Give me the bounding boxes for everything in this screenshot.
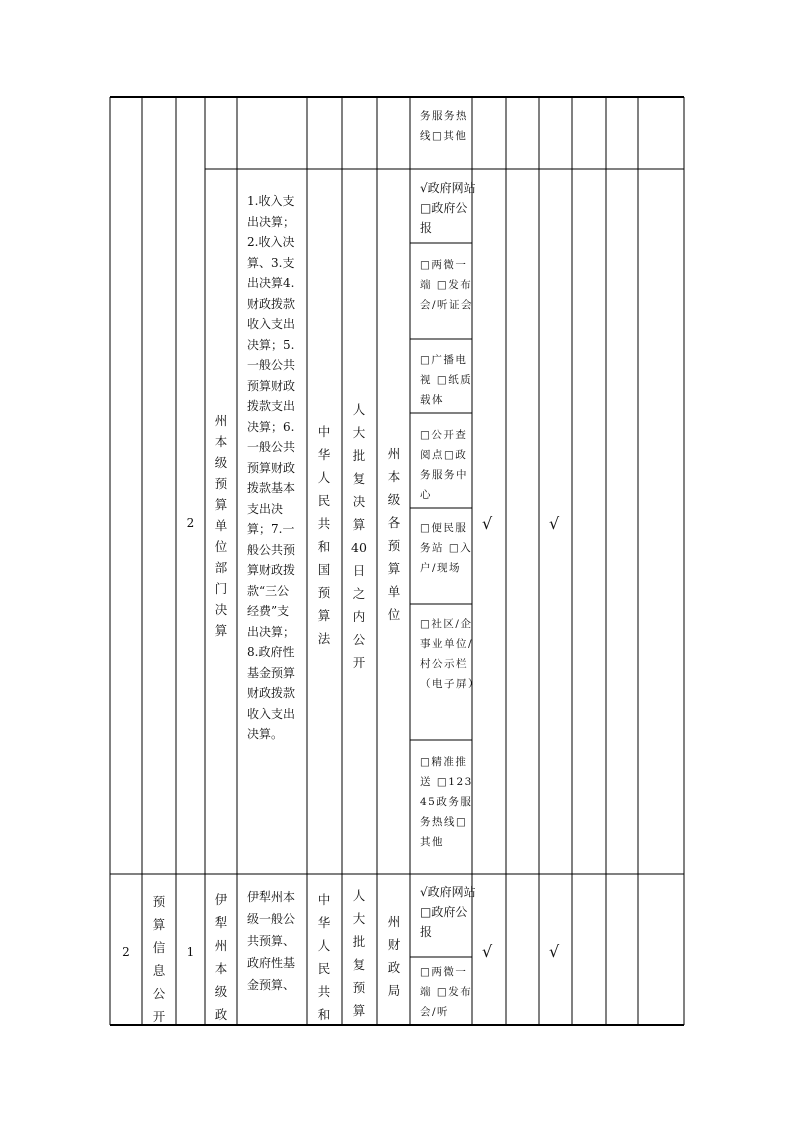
row2-check-a: √ bbox=[482, 942, 493, 961]
row1-basis: 中华人民共和国预算法 bbox=[317, 424, 331, 646]
row1-channel-3: □广播电视 □纸质载体 bbox=[420, 354, 473, 406]
row1-check-a: √ bbox=[482, 514, 493, 533]
row2-number: 2 bbox=[122, 945, 130, 959]
row2-channel-1: √政府网站 □政府公报 bbox=[420, 885, 476, 939]
row1-item: 州本级预算单位部门决算 bbox=[214, 413, 228, 638]
row1-sub-number: 2 bbox=[186, 516, 195, 530]
row2-sub-number: 1 bbox=[186, 945, 195, 959]
row2-basis: 中华人民共和 bbox=[317, 892, 331, 1022]
row2-publish-time: 人大批复预算 bbox=[352, 888, 366, 1018]
row2-category: 预算信息公开 bbox=[152, 894, 166, 1024]
row1-channel-1: √政府网站 □政府公报 bbox=[420, 181, 476, 235]
row1-subject: 州本级各预算单位 bbox=[387, 446, 401, 622]
row2-check-b: √ bbox=[549, 942, 560, 961]
row1-check-b: √ bbox=[549, 514, 560, 533]
row1-publish-time: 人大批复决算40日之内公开 bbox=[351, 402, 367, 670]
row0-channel-tail: 务服务热线□其他 bbox=[420, 110, 468, 142]
row1-channel-7: □精准推送 □12345政务服务热线□其他 bbox=[420, 756, 473, 848]
row1-content: 1.收入支出决算；2.收入决算、3.支出决算4.财政拨款收入支出决算；5.一般公共预算财政拨款支出决算；6.一般公共预算财政拨款基本支出决算；7.一般公共预算财政拨款“三公经费”支出决算；8.政府性基金预算财政拨款收入支出决算。 bbox=[247, 194, 296, 741]
row1-channel-4: □公开查阅点□政务服务中心 bbox=[420, 429, 468, 501]
row1-channel-5: □便民服务站 □入户/现场 bbox=[420, 522, 473, 574]
row1-channel-6: □社区/企事业单位/村公示栏（电子屏） bbox=[420, 618, 480, 690]
row1-channel-2: □两微一端 □发布会/听证会 bbox=[420, 259, 474, 311]
row2-item: 伊犁州本级政 bbox=[214, 892, 228, 1022]
row2-content: 伊犁州本级一般公共预算、政府性基金预算、 bbox=[247, 890, 296, 992]
row2-subject: 州财政局 bbox=[387, 914, 401, 998]
row2-channel-2: □两微一端 □发布会/听 bbox=[420, 966, 473, 1018]
